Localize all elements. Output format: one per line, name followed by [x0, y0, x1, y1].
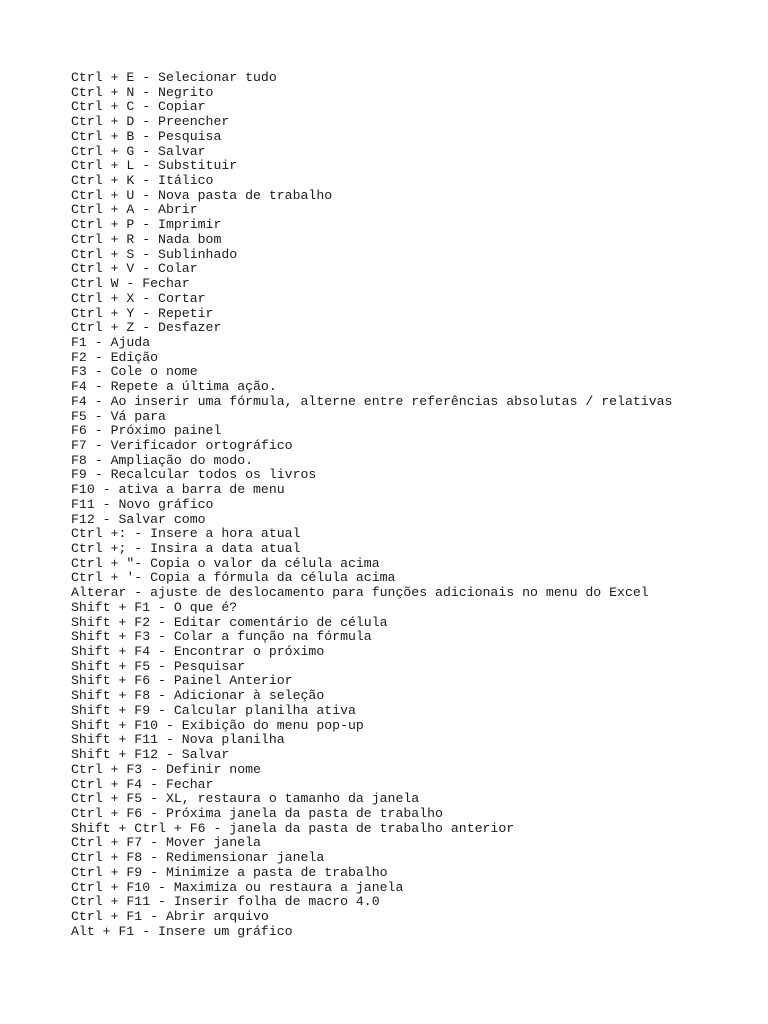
shortcut-line: Ctrl + U - Nova pasta de trabalho [71, 187, 333, 203]
shortcut-line: Ctrl + F3 - Definir nome [71, 761, 261, 777]
shortcut-line: Ctrl + D - Preencher [71, 114, 230, 130]
shortcut-line: Ctrl + F1 - Abrir arquivo [71, 908, 269, 924]
shortcut-line: Ctrl + F4 - Fechar [71, 776, 214, 792]
shortcut-line: Alt + F1 - Insere um gráfico [71, 923, 293, 939]
shortcut-line: Ctrl + K - Itálico [71, 173, 214, 189]
shortcut-line: Alterar - ajuste de deslocamento para funções adicionais no menu do Excel [71, 585, 649, 601]
shortcut-line: F1 - Ajuda [71, 334, 151, 350]
shortcut-line: Ctrl + F5 - XL, restaura o tamanho da janela [71, 791, 420, 807]
shortcut-line: Ctrl W - Fechar [71, 276, 190, 292]
shortcut-line: Ctrl + Y - Repetir [71, 305, 214, 321]
shortcut-line: Shift + F6 - Painel Anterior [71, 673, 293, 689]
shortcut-line: Ctrl +; - Insira a data atual [71, 541, 301, 556]
shortcut-line: Ctrl + P - Imprimir [71, 217, 222, 233]
shortcut-line: Ctrl + N - Negrito [71, 84, 214, 100]
shortcut-line: Shift + F12 - Salvar [71, 747, 230, 763]
shortcut-line: Shift + F9 - Calcular planilha ativa [71, 702, 356, 718]
shortcut-line: F4 - Ao inserir uma fórmula, alterne entre referências absolutas / relativas [71, 393, 673, 409]
shortcut-line: Ctrl + F9 - Minimize a pasta de trabalho [71, 864, 388, 880]
shortcut-line: Shift + F2 - Editar comentário de célula [71, 614, 388, 630]
shortcut-line: Ctrl + S - Sublinhado [71, 246, 238, 262]
shortcut-line: F5 - Vá para [71, 408, 166, 424]
shortcut-line: F3 - Cole o nome [71, 364, 198, 380]
shortcut-line: Ctrl + E - Selecionar tudo [71, 70, 277, 85]
shortcut-line: Ctrl + F7 - Mover janela [71, 835, 261, 851]
shortcut-line: Ctrl + F10 - Maximiza ou restaura a janela [71, 879, 404, 895]
shortcut-line: Ctrl + C - Copiar [71, 99, 206, 115]
shortcut-line: Ctrl + F6 - Próxima janela da pasta de trabalho [71, 805, 443, 821]
shortcut-line: Ctrl + '- Copia a fórmula da célula acima [71, 570, 396, 586]
shortcut-line: F9 - Recalcular todos os livros [71, 467, 317, 483]
shortcut-line: Ctrl + R - Nada bom [71, 231, 222, 247]
shortcut-line: F12 - Salvar como [71, 511, 206, 527]
shortcut-line: F4 - Repete a última ação. [71, 379, 277, 395]
shortcut-line: F8 - Ampliação do modo. [71, 452, 254, 468]
shortcut-line: F7 - Verificador ortográfico [71, 437, 293, 453]
shortcut-line: F11 - Novo gráfico [71, 496, 214, 512]
shortcut-line: Shift + F8 - Adicionar à seleção [71, 688, 325, 704]
shortcut-line: Ctrl + F8 - Redimensionar janela [71, 850, 325, 866]
document-body [71, 71, 751, 939]
shortcut-line: F2 - Edição [71, 349, 159, 365]
shortcut-line: Ctrl + A - Abrir [71, 202, 198, 218]
shortcut-line: F10 - ativa a barra de menu [71, 482, 285, 498]
shortcut-line: Ctrl + L - Substituir [71, 158, 238, 174]
shortcut-line: Ctrl + X - Cortar [71, 290, 206, 306]
shortcut-line: Ctrl + B - Pesquisa [71, 128, 222, 144]
shortcut-line: Shift + F5 - Pesquisar [71, 658, 246, 674]
shortcut-line: Shift + F4 - Encontrar o próximo [71, 644, 325, 660]
shortcut-line: Shift + F3 - Colar a função na fórmula [71, 629, 372, 645]
shortcut-line: Ctrl + "- Copia o valor da célula acima [71, 555, 380, 571]
shortcut-line: Ctrl + V - Colar [71, 261, 198, 277]
shortcut-line: Ctrl + G - Salvar [71, 143, 206, 159]
shortcut-line: Shift + F11 - Nova planilha [71, 732, 285, 748]
shortcut-line: Ctrl + F11 - Inserir folha de macro 4.0 [71, 894, 380, 910]
shortcut-line: Shift + F10 - Exibição do menu pop-up [71, 717, 364, 733]
shortcut-line: Shift + F1 - O que é? [71, 599, 238, 615]
shortcut-line: Ctrl + Z - Desfazer [71, 320, 222, 336]
shortcut-line: Shift + Ctrl + F6 - janela da pasta de trabalho anterior [71, 820, 515, 836]
shortcut-line: F6 - Próximo painel [71, 423, 222, 439]
shortcut-line: Ctrl +: - Insere a hora atual [71, 526, 301, 542]
